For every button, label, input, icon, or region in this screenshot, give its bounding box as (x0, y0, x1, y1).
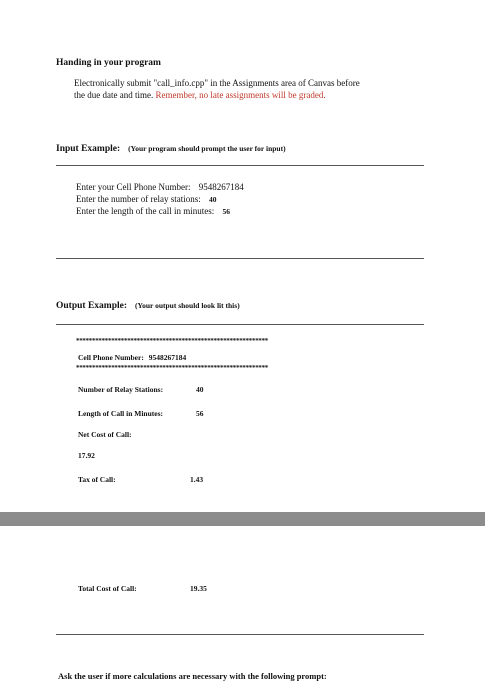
section-heading-handing-in: Handing in your program (56, 58, 161, 68)
input-example-note: (Your program should prompt the user for input) (128, 144, 286, 153)
stars-line-top: ************************************************************ (76, 337, 269, 345)
output-line-phone (78, 353, 186, 362)
output-example-note: (Your output should look lit this) (135, 301, 240, 310)
output-value-phone: 9548267184 (148, 353, 187, 362)
input-line-length (76, 206, 230, 217)
output-value-total: 19.35 (190, 584, 207, 593)
input-value-relay: 40 (208, 195, 217, 204)
output-label-tax: Tax of Call: (78, 475, 116, 484)
output-label-relay: Number of Relay Stations: (78, 385, 164, 394)
input-prompt-relay: Enter the number of relay stations: (76, 194, 201, 204)
input-line-phone (76, 182, 244, 193)
divider (56, 165, 424, 166)
submit-instructions-line-2 (74, 90, 326, 101)
stars-line-bottom: ************************************************************ (76, 364, 269, 372)
output-label-length: Length of Call in Minutes: (78, 409, 164, 418)
submit-deadline-text: the due date and time. (74, 90, 156, 100)
input-value-phone: 9548267184 (198, 182, 244, 192)
output-label-phone: Cell Phone Number: (78, 353, 144, 362)
input-prompt-phone: Enter your Cell Phone Number: (76, 182, 191, 192)
document-page-2 (0, 526, 485, 700)
submit-instructions-line-1: Electronically submit "call_info.cpp" in the Assignments area of Canvas before (74, 78, 360, 88)
output-value-relay: 40 (196, 385, 204, 394)
divider (56, 258, 424, 259)
closing-instruction: Ask the user if more calculations are necessary with the following prompt: (58, 671, 327, 681)
input-example-heading: Input Example: (56, 144, 121, 154)
output-example-header (56, 295, 240, 313)
input-prompt-length: Enter the length of the call in minutes: (76, 206, 215, 216)
divider (56, 634, 424, 635)
output-label-total: Total Cost of Call: (78, 584, 137, 593)
output-value-length: 56 (196, 409, 204, 418)
output-example-heading: Output Example: (56, 301, 127, 311)
input-line-relay (76, 194, 216, 205)
page-break-divider (0, 512, 485, 526)
output-label-net-cost: Net Cost of Call: (78, 430, 132, 439)
late-warning-text: Remember, no late assignments will be graded. (155, 90, 326, 100)
input-example-header (56, 138, 286, 156)
input-value-length: 56 (222, 207, 230, 216)
output-value-tax: 1.43 (190, 475, 204, 484)
output-value-net-cost: 17.92 (78, 451, 95, 460)
divider (56, 324, 424, 325)
